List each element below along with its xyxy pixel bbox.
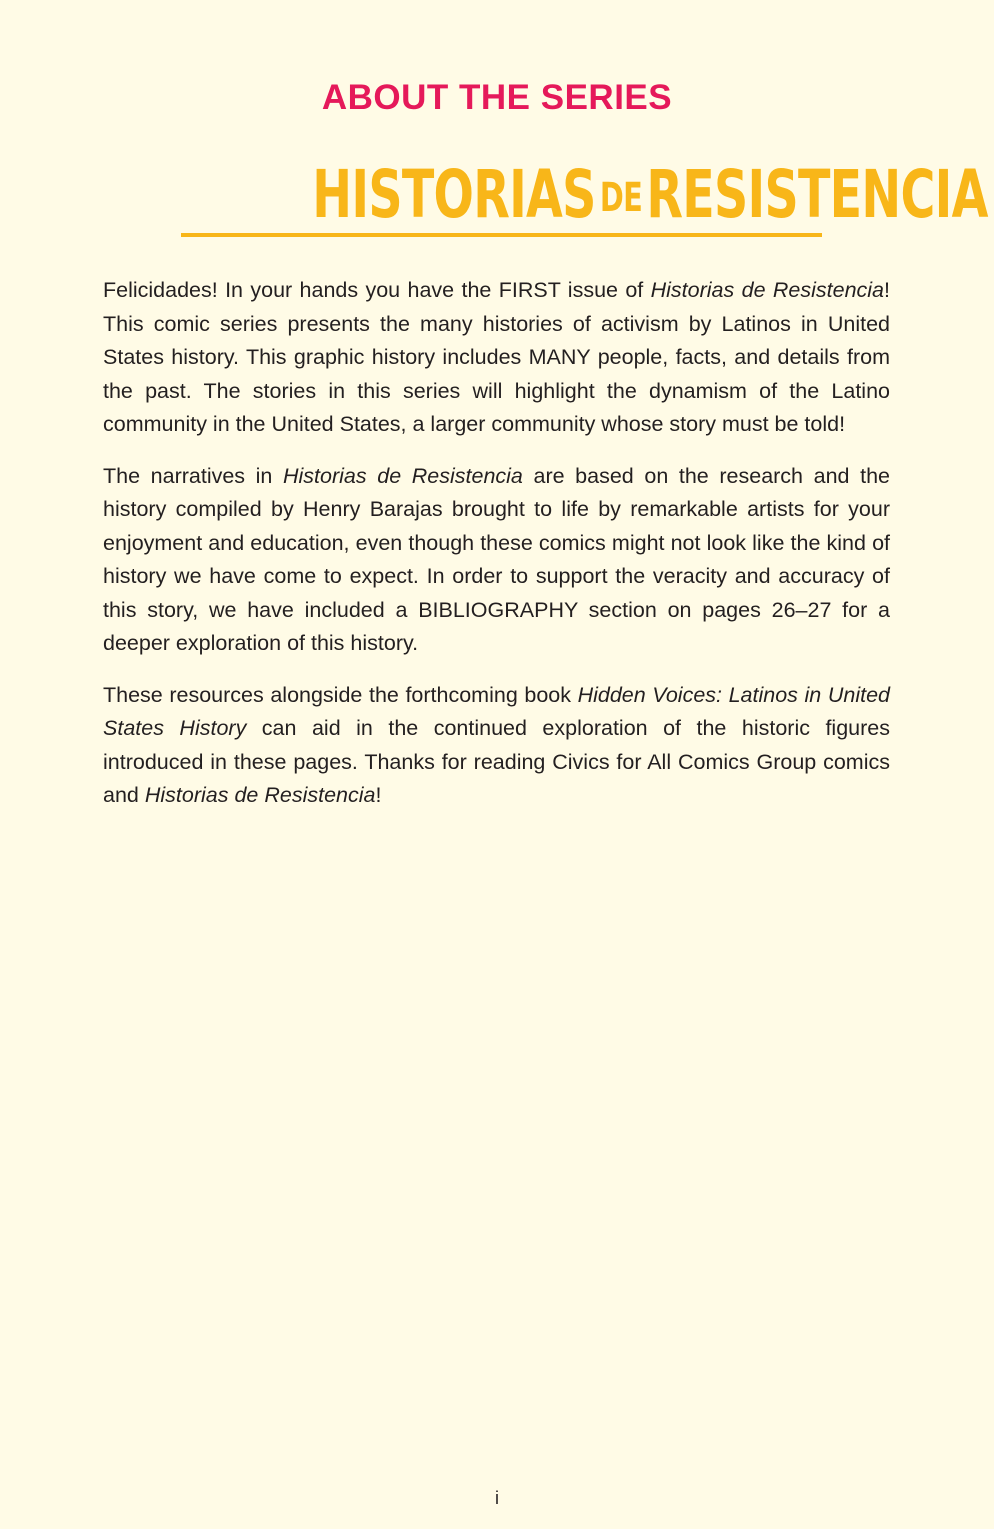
body-text [103, 274, 890, 831]
series-title-italic: Historias de Resistencia [283, 463, 523, 488]
page-number: i [495, 1488, 499, 1508]
masthead-word-resistencia: RESISTENCIA [646, 156, 988, 233]
paragraph-resources [103, 679, 890, 813]
masthead-word-de: DE [599, 175, 643, 221]
paragraph-intro [103, 274, 890, 442]
masthead-word-historias: HISTORIAS [312, 156, 596, 233]
paragraph-intro-text-cont: ! This comic series presents the many histories of activism by Latinos in United States history. This graphic history includes MANY people, facts, and details from the past. The stories in this series will highlight the dynamism of the Latino community in the United States, a larger community whose story must be told! [103, 278, 890, 436]
paragraph-resources-text: These resources alongside the forthcoming book [103, 682, 578, 707]
series-masthead [181, 156, 988, 240]
paragraph-narratives-text: The narratives in [103, 463, 283, 488]
series-title-italic: Historias de Resistencia [144, 783, 376, 807]
paragraph-narratives [103, 460, 890, 661]
series-title-italic: Historias de Resistencia [650, 278, 885, 302]
masthead-text [312, 156, 988, 233]
paragraph-narratives-text-cont: are based on the research and the history compiled by Henry Barajas brought to life by remarkable artists for your enjoyment and education, even though these comics might not look like the kind of history we have come to expect. In order to support the veracity and accuracy of this story, we have included a BIBLIOGRAPHY section on pages 26–27 for a deeper exploration of this history. [103, 463, 890, 655]
book-title-italic: Hidden Voices: Latinos in United States History [103, 682, 890, 740]
section-kicker: ABOUT THE SERIES [321, 78, 673, 117]
paragraph-resources-end: ! [375, 783, 382, 807]
masthead-underline [181, 233, 822, 237]
paragraph-resources-text-cont: can aid in the continued exploration of the historic figures introduced in these pages. Thanks for reading Civics for All Comics Group comics and [103, 716, 890, 807]
paragraph-intro-text: Felicidades! In your hands you have the FIRST issue of [103, 278, 651, 302]
